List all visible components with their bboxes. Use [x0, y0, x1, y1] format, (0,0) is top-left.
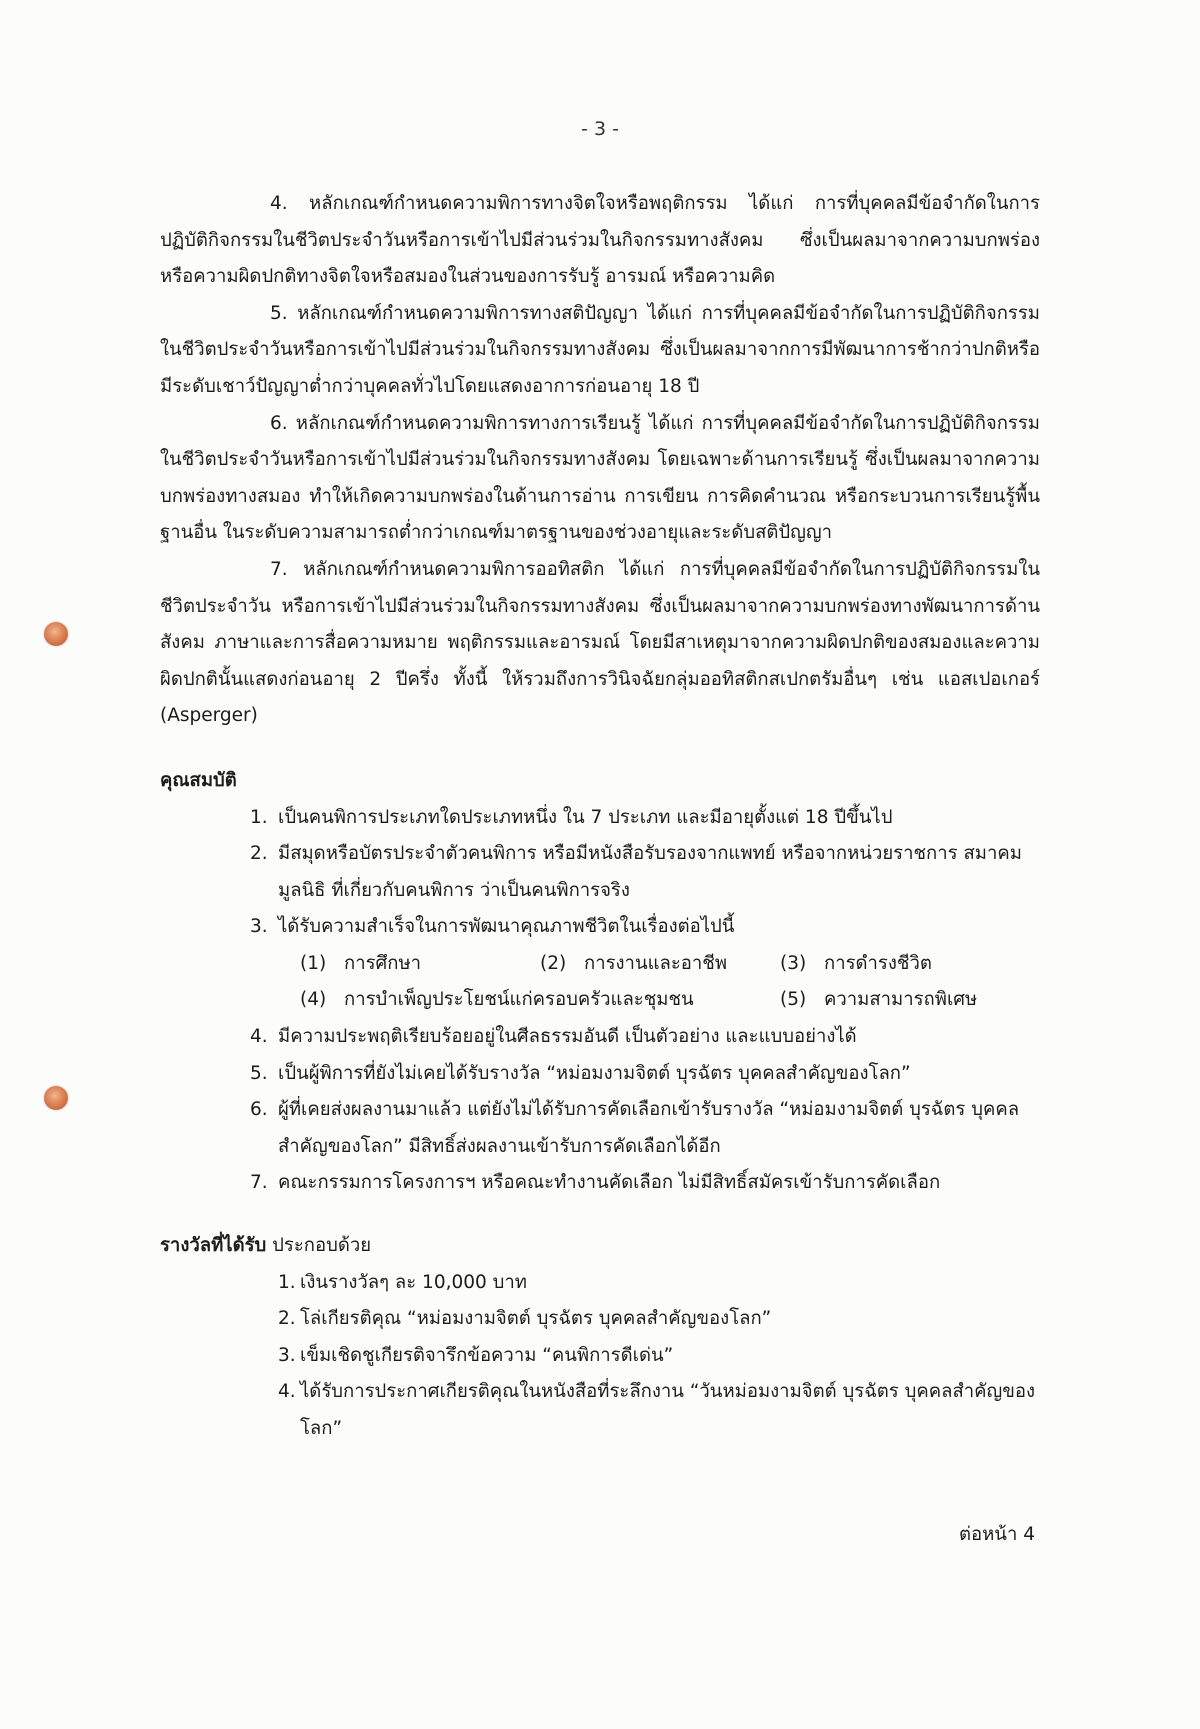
list-item	[160, 1374, 1040, 1447]
item-number: 7.	[250, 1172, 268, 1194]
qualifications-list	[160, 800, 1040, 946]
sub-item-text: การงานและอาชีพ	[584, 952, 728, 974]
sub-item-text: การดำรงชีวิต	[824, 952, 932, 974]
item-text: เป็นผู้พิการที่ยังไม่เคยได้รับรางวัล “หม่อมงามจิตต์ บุรฉัตร บุคคลสำคัญของโลก”	[278, 1062, 911, 1084]
item-number: 3.	[250, 916, 268, 938]
item-text: มีสมุดหรือบัตรประจำตัวคนพิการ หรือมีหนังสือรับรองจากแพทย์ หรือจากหน่วยราชการ สมาคม มูลนิธิ ที่เกี่ยวกับคนพิการ ว่าเป็นคนพิการจริง	[278, 843, 1022, 901]
sub-item-text: ความสามารถพิเศษ	[824, 989, 978, 1011]
list-item	[160, 1301, 1040, 1338]
list-item	[160, 1056, 1040, 1093]
document-body	[160, 186, 1040, 1448]
item-text: ได้รับการประกาศเกียรติคุณในหนังสือที่ระลึกงาน “วันหม่อมงามจิตต์ บุรฉัตร บุคคลสำคัญของโลก”	[300, 1381, 1036, 1439]
item-text: โล่เกียรติคุณ “หม่อมงามจิตต์ บุรฉัตร บุคคลสำคัญของโลก”	[300, 1308, 772, 1330]
sub-item	[300, 982, 780, 1019]
item-text: คณะกรรมการโครงการฯ หรือคณะทำงานคัดเลือก ไม่มีสิทธิ์สมัครเข้ารับการคัดเลือก	[278, 1172, 941, 1194]
item-number: 4.	[278, 1381, 296, 1403]
criterion-paragraph: 7. หลักเกณฑ์กำหนดความพิการออทิสติก ได้แก่ การที่บุคคลมีข้อจำกัดในการปฏิบัติกิจกรรมในชีวิตประจำวัน หรือการเข้าไปมีส่วนร่วมในกิจกรรมทางสังคม ซึ่งเป็นผลมาจากความบกพร่องทางพัฒนาการด้านสังคม ภาษาและการสื่อความหมาย พฤติกรรมและอารมณ์ โดยมีสาเหตุมาจากความผิดปกติของสมองและความผิดปกตินั้นแสดงก่อนอายุ 2 ปีครึ่ง ทั้งนี้ ให้รวมถึงการวินิจฉัยกลุ่มออทิสติกสเปกตรัมอื่นๆ เช่น แอสเปอเกอร์ (Asperger)	[160, 558, 1040, 727]
sub-item-text: การศึกษา	[344, 952, 422, 974]
punch-hole-mark	[44, 1086, 68, 1110]
item-text: ผู้ที่เคยส่งผลงานมาแล้ว แต่ยังไม่ได้รับการคัดเลือกเข้ารับรางวัล “หม่อมงามจิตต์ บุรฉัตร บุคคลสำคัญของโลก” มีสิทธิ์ส่งผลงานเข้ารับการคัดเลือกได้อีก	[278, 1099, 1020, 1157]
rewards-heading	[160, 1228, 1040, 1265]
list-item	[160, 1265, 1040, 1302]
list-item	[160, 800, 1040, 837]
item-text: เป็นคนพิการประเภทใดประเภทหนึ่ง ใน 7 ประเภท และมีอายุตั้งแต่ 18 ปีขึ้นไป	[278, 806, 893, 828]
criterion-paragraph: 5. หลักเกณฑ์กำหนดความพิการทางสติปัญญา ได้แก่ การที่บุคคลมีข้อจำกัดในการปฏิบัติกิจกรรมในชีวิตประจำวันหรือการเข้าไปมีส่วนร่วมในกิจกรรมทางสังคม ซึ่งเป็นผลมาจากการมีพัฒนาการช้ากว่าปกติหรือมีระดับเชาว์ปัญญาต่ำกว่าบุคคลทั่วไปโดยแสดงอาการก่อนอายุ 18 ปี	[160, 302, 1040, 397]
rewards-list	[160, 1265, 1040, 1448]
list-item	[160, 1092, 1040, 1165]
continued-page-note: ต่อหน้า 4	[958, 1524, 1035, 1545]
list-item	[160, 909, 1040, 946]
list-item	[160, 1338, 1040, 1375]
sub-item-number: (2)	[540, 952, 567, 974]
list-item	[160, 836, 1040, 909]
sub-item	[780, 982, 977, 1019]
item-number: 1.	[250, 806, 268, 828]
rewards-heading-suffix: ประกอบด้วย	[272, 1235, 372, 1257]
punch-hole-mark	[44, 622, 68, 646]
rewards-heading-title: รางวัลที่ได้รับ	[160, 1235, 267, 1257]
item-number: 5.	[250, 1062, 268, 1084]
item-number: 2.	[278, 1308, 296, 1330]
qualifications-list-continued	[160, 1019, 1040, 1202]
item-number: 3.	[278, 1344, 296, 1366]
criterion-paragraph: 6. หลักเกณฑ์กำหนดความพิการทางการเรียนรู้ ได้แก่ การที่บุคคลมีข้อจำกัดในการปฏิบัติกิจกรรมในชีวิตประจำวันหรือการเข้าไปมีส่วนร่วมในกิจกรรมทางสังคม โดยเฉพาะด้านการเรียนรู้ ซึ่งเป็นผลมาจากความบกพร่องทางสมอง ทำให้เกิดความบกพร่องในด้านการอ่าน การเขียน การคิดคำนวณ หรือกระบวนการเรียนรู้พื้นฐานอื่น ในระดับความสามารถต่ำกว่าเกณฑ์มาตรฐานของช่วงอายุและระดับสติปัญญา	[160, 412, 1040, 544]
sub-item	[300, 946, 540, 983]
list-item	[160, 1019, 1040, 1056]
item-number: 4.	[250, 1026, 268, 1048]
qualifications-heading: คุณสมบัติ	[160, 769, 237, 791]
page-number: - 3 -	[581, 118, 619, 140]
sub-item	[540, 946, 780, 983]
sub-item-number: (4)	[300, 989, 327, 1011]
item-number: 1.	[278, 1271, 296, 1293]
list-item	[160, 1165, 1040, 1202]
sub-item-text: การบำเพ็ญประโยชน์แก่ครอบครัวและชุมชน	[344, 989, 694, 1011]
item-text: เข็มเชิดชูเกียรติจารึกข้อความ “คนพิการดีเด่น”	[300, 1344, 674, 1366]
sub-item-number: (1)	[300, 952, 327, 974]
sub-item-number: (3)	[780, 952, 807, 974]
item-text: มีความประพฤติเรียบร้อยอยู่ในศีลธรรมอันดี เป็นตัวอย่าง และแบบอย่างได้	[278, 1026, 857, 1048]
item-text: ได้รับความสำเร็จในการพัฒนาคุณภาพชีวิตในเรื่องต่อไปนี้	[278, 916, 735, 938]
item-text: เงินรางวัลๆ ละ 10,000 บาท	[300, 1271, 527, 1293]
sub-items-row	[160, 946, 1040, 983]
sub-items-row	[160, 982, 1040, 1019]
item-number: 6.	[250, 1099, 268, 1121]
item-number: 2.	[250, 843, 268, 865]
sub-item	[780, 946, 932, 983]
criterion-paragraph: 4. หลักเกณฑ์กำหนดความพิการทางจิตใจหรือพฤติกรรม ได้แก่ การที่บุคคลมีข้อจำกัดในการปฏิบัติกิจกรรมในชีวิตประจำวันหรือการเข้าไปมีส่วนร่วมในกิจกรรมทางสังคม ซึ่งเป็นผลมาจากความบกพร่องหรือความผิดปกติทางจิตใจหรือสมองในส่วนของการรับรู้ อารมณ์ หรือความคิด	[160, 193, 1040, 288]
sub-item-number: (5)	[780, 989, 807, 1011]
